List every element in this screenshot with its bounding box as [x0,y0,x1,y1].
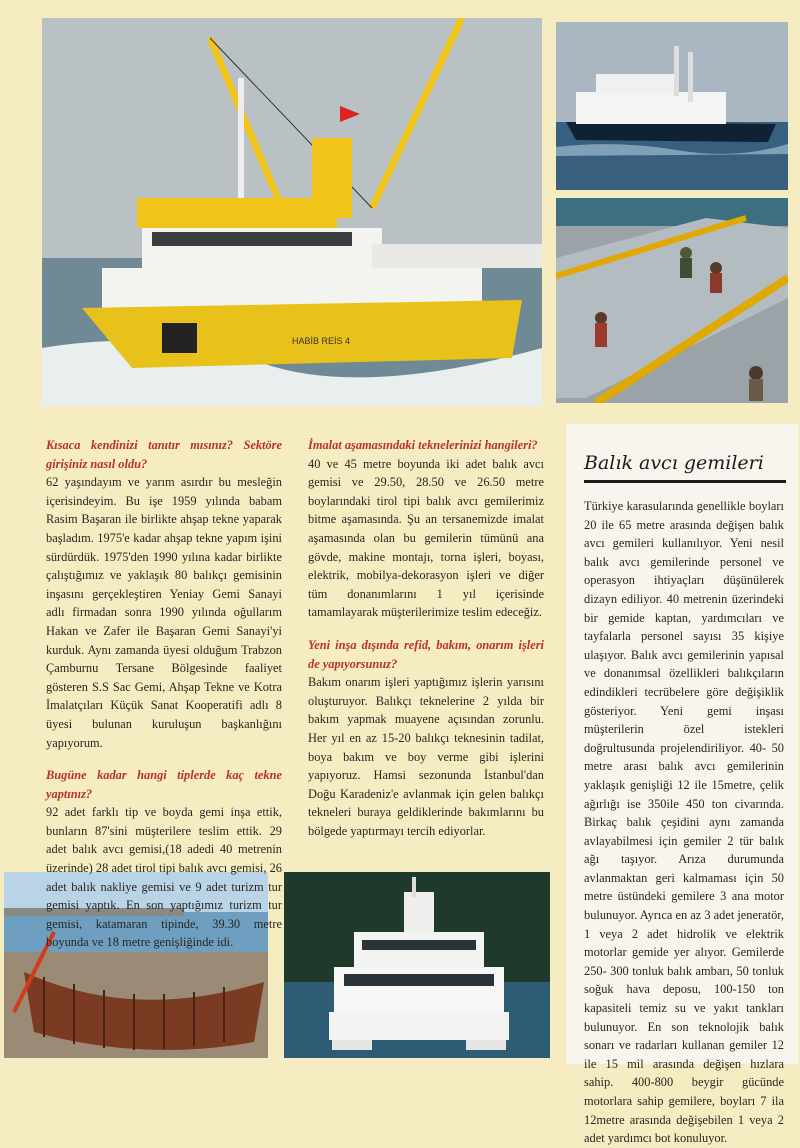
sidebar-body: Türkiye karasularında genellikle boyları 20 ile 65 metre arasında değişen balık avcı gemileri kullanılıyor. Yeni nesil balık avcı gemilerinde personel ve operasyon ihtiyaçları düşünülerek dizayn ediliyor. 40 metrenin üzerindeki bir gemide kaptan, yardımcıları ve tayfalarla personel sayısı 35 kişiye ulaşıyor. Balık avcı gemilerinin yapısal ve donanımsal özellikleri balıkçıların edindikleri tecrübelere göre değişiklik gösteriyor. Yeni gemi inşası müşterilerin özel istekleri doğrultusunda projelendiriliyor. 40- 50 metre arası balık avcı gemilerinin yaklaşık genişliği 12 ile 15metre, çelik ağırlığı ise 350ile 450 ton civarında. Birkaç balık çeşidini aynı zamanda avlayabilmesi için gemiler 2 tür balık ağı taşıyor. Arıza durumunda avlanmaktan geri kalmaması için 50 metre üstündeki gemilere 3 ana motor bulunuyor. Ayrıca en az 3 adet jeneratör, 1 veya 2 adet hidrolik ve elektrik motorlar gemide yer alıyor. Gemilerde 250- 300 tonluk balık ambarı, 50 tonluk soğuk hava deposu, 100-150 ton kapasiteli temiz su ve yakıt tankları bulunuyor. En son teknolojik balık sonarı ve radarları kullanan gemiler 12 ile 15 mil arasında değişen hızlara sahip. 400-800 beygir gücünde motorlara sahip gemilere, boyları 7 ila 12metre arasında değişebilen 1 veya 2 adet yardımcı bot konuluyor. [584,499,784,1146]
question-heading: Yeni inşa dışında refid, bakım, onarım işleri de yapıyorsunuz? [308,637,544,671]
question-heading: İmalat aşamasındaki teknelerinizi hangileri? [308,438,538,452]
interview-column-1 [46,436,282,966]
interview-column-2 [308,436,544,854]
question-heading: Kısaca kendinizi tanıtır mısınız? Sektöre girişiniz nasıl oldu? [46,438,282,471]
catamaran-ferry-photo [284,872,550,1058]
vessel-at-sea-photo [556,22,788,190]
answer-paragraph: 62 yaşındayım ve yarım asırdır bu mesleğin içerisindeyim. Bu işe 1959 yılında babam Rasim Başaran ile birlikte ahşap tekne yaparak başladım. 1975'e kadar ahşap tekne yapım işini sürdürdük. 1975'den 1990 yılına kadar birlikte çalıştığımız ve yaklaşık 80 balıkçı gemisinin inşasını gerçekleştiren Yeniay Gemi Sanayi adlı firmadan sonra 1990 yılında oğullarım Hakan ve Zafer ile Başaran Gemi Sanayi'yi kurduk. Aynı zamanda üyesi olduğum Trabzon Çamburnu Tersane Bölgesinde faaliyet gösteren S.S Sac Gemi, Ahşap Tekne ve Kotra İmalatçıları Küçük Sanat Kooperatifi adlı 8 üyesi bulunan kuruluşun başkanlığını yapıyorum. [46,475,282,750]
answer-paragraph: 92 adet farklı tip ve boyda gemi inşa ettik, bunların 87'sini müşterilere teslim ettik. 29 adet balık avcı gemisi,(18 adedi 40 metrenin üzerinde) 28 adet tirol tipi balık avcı gemisi, 26 adet balık nakliye gemisi ve 9 adet turizm tur gemisi yaptık. En son yaptığımız turizm tur gemisi, katamaran tipinde, 39.30 metre boyunda ve 18 metre genişliğinde idi. [46,805,282,950]
fish-hold-photo [556,198,788,403]
question-heading: Bugüne kadar hangi tiplerde kaç tekne yaptınız? [46,768,282,801]
fishing-vessel-photo [42,18,542,406]
hull-name: HABİB REİS 4 [292,336,351,346]
answer-paragraph: 40 ve 45 metre boyunda iki adet balık avcı gemisi ve 29.50, 28.50 ve 26.50 metre boylarındaki tirol tipi balık avcı gemilerimiz bitme aşamasında. Şu an tersanemizde imalat aşamasında olan bu gemilerin tümünü ana gövde, makine montajı, torna işleri, boyası, elektrik, mobilya-dekorasyon işleri ve diğer tüm donanımlarını 1 yıl içerisinde tamamlayarak müşterilerimize teslim edeceğiz. [308,456,544,620]
sidebar-box [566,424,798,1146]
answer-paragraph: Bakım onarım işleri yaptığımız işlerin yarısını oluşturuyor. Balıkçı teknelerine 2 yılda bir bakım yapmak muayene açısından zorunlu. Her yıl en az 15-20 balıkçı teknesinin tadilat, boya bakım ve boy verme gibi işlerini yapıyoruz. Hamsi sezonunda İstanbul'dan Doğu Karadeniz'e avlanmak için gelen balıkçı tekneleri buraya geldiklerinde bakımlarını bu bölgede yaptırmayı tercih ediyorlar. [308,675,544,838]
sidebar-title: Balık avcı gemileri [584,452,786,483]
